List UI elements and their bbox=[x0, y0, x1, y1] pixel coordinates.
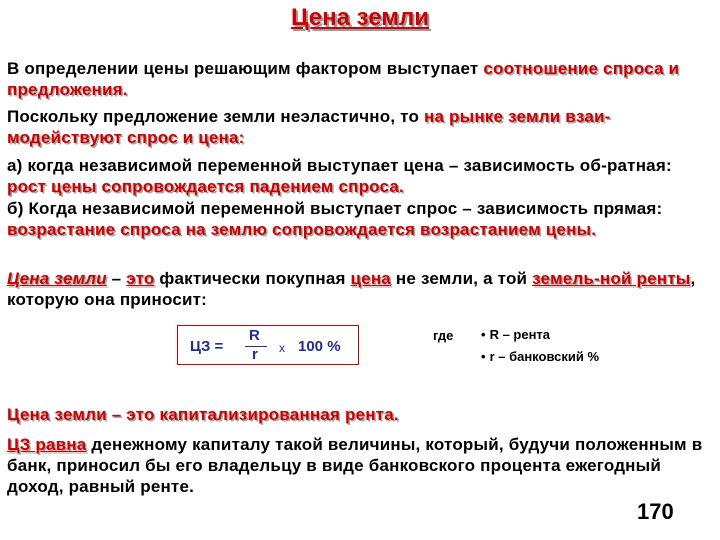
formula-multiply-sign: x bbox=[279, 341, 285, 355]
paragraph-text: Поскольку предложение земли неэластично, то bbox=[7, 107, 424, 126]
formula-lhs: ЦЗ = bbox=[190, 338, 224, 355]
page-number: 170 bbox=[637, 499, 674, 524]
paragraph-text: , которую она приносит: bbox=[7, 269, 696, 309]
highlight-market-interaction: на рынке земли взаи-модействуют спрос и цена: bbox=[7, 107, 611, 147]
paragraph-text: денежному капиталу такой величины, который, будучи положенным в банк, приносил бы его владельцу в виде банковского процента ежегодный доход, равный ренте. bbox=[7, 435, 703, 496]
paragraph-capitalized-rent bbox=[7, 404, 713, 425]
highlight-supply-demand: соотношение спроса и предложения. bbox=[7, 59, 680, 99]
term-cz-equals: ЦЗ равна bbox=[7, 435, 87, 454]
legend-item-bank-rate: • r – банковский % bbox=[481, 349, 599, 371]
paragraph-text: не земли, а той bbox=[390, 269, 533, 288]
paragraph-inelastic-supply bbox=[7, 106, 713, 148]
highlight-inverse-dependence: рост цены сопровождается падением спроса. bbox=[7, 177, 404, 196]
paragraph-case-b bbox=[7, 198, 713, 240]
formula-legend bbox=[481, 327, 599, 371]
formula-box bbox=[177, 325, 359, 365]
formula-percent: 100 % bbox=[298, 338, 341, 355]
word-price: цена bbox=[350, 269, 391, 288]
word-eto: это bbox=[126, 269, 155, 288]
highlight-capitalized-rent: Цена земли – это капитализированная рента. bbox=[7, 405, 399, 424]
paragraph-land-price-definition bbox=[7, 268, 713, 310]
slide-title: Цена земли bbox=[290, 4, 430, 31]
term-land-rent: земель-ной ренты bbox=[532, 269, 691, 288]
paragraph-cz-equals bbox=[7, 434, 713, 497]
paragraph-text: фактически покупная bbox=[154, 269, 351, 288]
paragraph-text: б) Когда независимой переменной выступает спрос – зависимость прямая: bbox=[7, 199, 663, 218]
formula-denominator: r bbox=[252, 346, 258, 363]
highlight-direct-dependence: возрастание спроса на землю сопровождается возрастанием цены. bbox=[7, 220, 597, 239]
paragraph-case-a bbox=[7, 155, 713, 197]
term-land-price: Цена земли bbox=[7, 269, 107, 288]
legend-item-rent: • R – рента bbox=[481, 327, 599, 349]
paragraph-text: а) когда независимой переменной выступает цена – зависимость об-ратная: bbox=[7, 156, 672, 175]
where-label: где bbox=[433, 328, 454, 343]
dash-text: – bbox=[106, 269, 127, 288]
paragraph-text: В определении цены решающим фактором выступает bbox=[7, 59, 484, 78]
formula-numerator: R bbox=[249, 327, 260, 344]
paragraph-determination bbox=[7, 58, 713, 100]
